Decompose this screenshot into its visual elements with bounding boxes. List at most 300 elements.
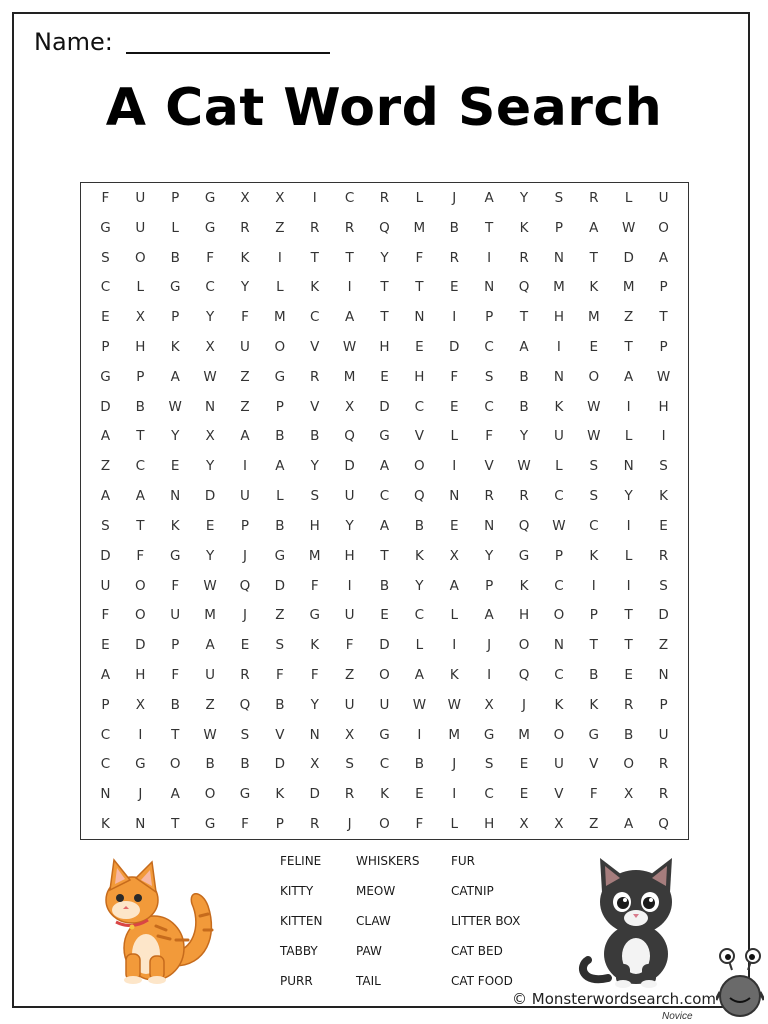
- grid-letter: O: [553, 607, 565, 624]
- word-list-item: FELINE: [280, 854, 322, 868]
- grid-letter: H: [309, 517, 320, 534]
- word-list-item: MEOW: [356, 884, 396, 898]
- grid-letter: R: [519, 249, 529, 266]
- grid-letter: W: [342, 338, 357, 355]
- grid-letter: N: [449, 488, 460, 505]
- grid-letter: O: [169, 756, 181, 773]
- grid-letter: H: [658, 398, 669, 415]
- grid-letter: K: [275, 786, 285, 803]
- grid-letter: U: [553, 756, 564, 773]
- grid-letter: U: [344, 696, 355, 713]
- grid-letter: A: [589, 219, 599, 236]
- grid-letter: A: [170, 368, 180, 385]
- grid-letter: Q: [379, 219, 390, 236]
- grid-letter: Q: [658, 816, 669, 833]
- grid-letter: N: [309, 726, 320, 743]
- grid-letter: D: [309, 786, 320, 803]
- grid-letter: B: [379, 577, 390, 594]
- grid-letter: Z: [240, 398, 250, 415]
- grid-letter: Y: [240, 279, 250, 296]
- grid-letter: O: [414, 458, 425, 475]
- grid-letter: A: [100, 428, 111, 445]
- grid-letter: T: [415, 279, 424, 296]
- grid-letter: Y: [380, 249, 389, 266]
- grid-letter: S: [484, 368, 494, 385]
- grid-letter: W: [587, 398, 601, 415]
- grid-letter: U: [135, 219, 146, 236]
- grid-letter: E: [415, 786, 424, 803]
- grid-letter: G: [100, 219, 111, 236]
- grid-letter: P: [485, 577, 494, 594]
- grid-letter: D: [379, 398, 390, 415]
- grid-letter: S: [101, 517, 110, 534]
- grid-letter: C: [344, 189, 355, 206]
- grid-letter: T: [485, 219, 494, 236]
- grid-letter: X: [519, 816, 529, 833]
- grid-letter: V: [310, 398, 320, 415]
- grid-letter: R: [310, 816, 320, 833]
- grid-letter: L: [415, 637, 424, 654]
- grid-letter: U: [135, 189, 146, 206]
- grid-letter: O: [134, 577, 146, 594]
- grid-letter: T: [171, 726, 180, 743]
- grid-letter: T: [136, 517, 145, 534]
- grid-letter: P: [171, 309, 180, 326]
- grid-letter: A: [519, 338, 529, 355]
- grid-letter: Z: [240, 368, 250, 385]
- grid-letter: B: [240, 756, 250, 773]
- grid-letter: Y: [519, 189, 529, 206]
- grid-letter: K: [589, 279, 599, 296]
- grid-letter: S: [101, 249, 110, 266]
- grid-letter: F: [241, 309, 249, 326]
- grid-letter: B: [170, 249, 180, 266]
- grid-letter: H: [414, 368, 425, 385]
- grid-letter: I: [417, 726, 422, 743]
- grid-letter: Y: [205, 309, 215, 326]
- grid-letter: C: [589, 517, 599, 534]
- grid-letter: A: [135, 488, 145, 505]
- grid-letter: B: [205, 756, 215, 773]
- grid-letter: M: [274, 309, 286, 326]
- grid-letter: W: [656, 368, 671, 385]
- grid-letter: C: [554, 577, 564, 594]
- grid-letter: K: [170, 338, 180, 355]
- grid-letter: O: [379, 666, 390, 683]
- grid-letter: T: [380, 279, 389, 296]
- grid-letter: P: [101, 338, 110, 355]
- grid-letter: K: [449, 666, 459, 683]
- grid-letter: V: [484, 458, 494, 475]
- grid-letter: G: [274, 368, 286, 385]
- grid-letter: U: [240, 338, 250, 355]
- grid-letter: A: [275, 458, 285, 475]
- grid-letter: C: [205, 279, 215, 296]
- grid-letter: E: [170, 458, 180, 475]
- grid-letter: P: [275, 398, 284, 415]
- grid-letter: I: [138, 726, 143, 743]
- grid-letter: C: [484, 398, 494, 415]
- grid-letter: W: [203, 726, 217, 743]
- grid-letter: R: [240, 666, 250, 683]
- grid-letter: M: [448, 726, 461, 743]
- grid-letter: T: [519, 309, 529, 326]
- grid-letter: T: [136, 428, 145, 445]
- grid-letter: B: [135, 398, 145, 415]
- word-list-item: CLAW: [356, 914, 391, 928]
- grid-letter: H: [344, 547, 355, 564]
- grid-letter: O: [518, 637, 530, 654]
- grid-letter: T: [624, 607, 633, 624]
- grid-letter: Z: [658, 637, 669, 654]
- grid-letter: P: [659, 338, 668, 355]
- grid-letter: G: [204, 816, 216, 833]
- grid-letter: F: [310, 666, 319, 683]
- grid-letter: U: [379, 696, 390, 713]
- grid-letter: M: [553, 279, 565, 296]
- grid-letter: W: [447, 696, 461, 713]
- grid-letter: O: [588, 368, 600, 385]
- grid-letter: P: [554, 219, 563, 236]
- grid-letter: B: [519, 398, 529, 415]
- grid-letter: U: [170, 607, 181, 624]
- grid-letter: O: [274, 338, 286, 355]
- credit-text: © Monsterwordsearch.com: [512, 990, 716, 1008]
- grid-letter: D: [100, 398, 111, 415]
- grid-letter: C: [100, 726, 111, 743]
- grid-letter: H: [135, 338, 146, 355]
- grid-letter: X: [205, 338, 215, 355]
- grid-letter: U: [344, 488, 355, 505]
- grid-letter: F: [136, 547, 145, 564]
- grid-letter: W: [203, 368, 217, 385]
- grid-letter: K: [589, 696, 599, 713]
- word-list-item: PAW: [356, 944, 382, 958]
- grid-letter: N: [205, 398, 216, 415]
- grid-letter: G: [379, 428, 390, 445]
- grid-letter: K: [589, 547, 599, 564]
- grid-letter: T: [310, 249, 319, 266]
- grid-letter: K: [554, 696, 564, 713]
- grid-letter: I: [312, 189, 317, 206]
- monster-mascot: [716, 948, 764, 1020]
- grid-letter: A: [170, 786, 180, 803]
- grid-letter: F: [241, 816, 249, 833]
- word-list-item: CAT FOOD: [451, 974, 513, 988]
- grid-letter: R: [658, 756, 669, 773]
- grid-letter: Z: [275, 219, 285, 236]
- grid-letter: C: [100, 756, 111, 773]
- grid-letter: F: [450, 368, 459, 385]
- grid-letter: L: [450, 816, 459, 833]
- grid-letter: R: [379, 189, 390, 206]
- grid-letter: P: [659, 279, 668, 296]
- grid-letter: L: [450, 428, 459, 445]
- orange-cat-illustration: [96, 856, 224, 986]
- grid-letter: K: [101, 816, 110, 833]
- grid-letter: R: [658, 547, 669, 564]
- grid-letter: N: [484, 279, 495, 296]
- grid-letter: I: [661, 428, 666, 445]
- grid-letter: V: [310, 338, 320, 355]
- grid-letter: E: [380, 368, 389, 385]
- grid-letter: S: [345, 756, 354, 773]
- grid-letter: A: [100, 666, 111, 683]
- grid-letter: W: [552, 517, 566, 534]
- grid-letter: B: [414, 756, 424, 773]
- grid-letter: R: [449, 249, 459, 266]
- grid-letter: I: [487, 249, 492, 266]
- grid-letter: C: [414, 607, 425, 624]
- grid-letter: D: [379, 637, 390, 654]
- grid-letter: V: [414, 428, 424, 445]
- grid-letter: E: [519, 756, 529, 773]
- grid-letter: A: [240, 428, 250, 445]
- grid-letter: Z: [624, 309, 634, 326]
- grid-letter: Y: [624, 488, 633, 505]
- grid-letter: L: [555, 458, 563, 475]
- grid-letter: P: [554, 547, 563, 564]
- grid-letter: T: [589, 637, 598, 654]
- grid-letter: J: [452, 189, 457, 206]
- grid-letter: M: [622, 279, 635, 296]
- grid-letter: W: [621, 219, 636, 236]
- grid-letter: H: [518, 607, 530, 624]
- grid-letter: L: [171, 219, 179, 236]
- grid-letter: B: [275, 428, 285, 445]
- grid-letter: A: [379, 517, 390, 534]
- grid-letter: G: [309, 607, 320, 624]
- grid-letter: N: [658, 666, 669, 683]
- grid-letter: F: [171, 577, 180, 594]
- grid-letter: K: [310, 279, 320, 296]
- grid-letter: N: [100, 786, 111, 803]
- grid-letter: A: [449, 577, 459, 594]
- grid-letter: I: [591, 577, 596, 594]
- grid-letter: X: [344, 398, 355, 415]
- grid-letter: S: [275, 637, 285, 654]
- grid-letter: W: [412, 696, 427, 713]
- grid-letter: B: [275, 696, 285, 713]
- grid-letter: E: [659, 517, 668, 534]
- grid-letter: P: [240, 517, 250, 534]
- grid-letter: O: [204, 786, 216, 803]
- grid-letter: B: [624, 726, 634, 743]
- grid-letter: Q: [518, 279, 530, 296]
- grid-letter: T: [380, 547, 389, 564]
- grid-letter: C: [554, 488, 564, 505]
- grid-letter: E: [415, 338, 424, 355]
- grid-letter: A: [205, 637, 215, 654]
- name-label: Name:: [34, 28, 113, 56]
- grid-letter: E: [519, 786, 529, 803]
- grid-letter: S: [554, 189, 564, 206]
- grid-letter: A: [624, 368, 634, 385]
- grid-letter: H: [135, 666, 146, 683]
- word-list-item: PURR: [280, 974, 313, 988]
- grid-letter: A: [624, 816, 634, 833]
- grid-letter: B: [170, 696, 180, 713]
- grid-letter: Y: [485, 547, 494, 564]
- grid-letter: Y: [310, 696, 319, 713]
- grid-letter: S: [589, 488, 599, 505]
- grid-letter: O: [134, 249, 146, 266]
- grid-letter: D: [135, 637, 146, 654]
- grid-letter: M: [204, 607, 216, 624]
- grid-letter: F: [589, 786, 598, 803]
- grid-letter: J: [138, 786, 143, 803]
- grid-letter: U: [658, 189, 669, 206]
- grid-letter: F: [310, 577, 319, 594]
- grid-letter: K: [519, 219, 529, 236]
- grid-letter: E: [589, 338, 599, 355]
- grid-letter: Q: [518, 517, 530, 534]
- grid-letter: R: [589, 189, 599, 206]
- grid-letter: I: [452, 786, 457, 803]
- grid-letter: C: [379, 756, 390, 773]
- grid-letter: I: [626, 398, 631, 415]
- grid-letter: X: [484, 696, 494, 713]
- grid-letter: Q: [414, 488, 425, 505]
- grid-letter: O: [623, 756, 634, 773]
- grid-letter: S: [310, 488, 320, 505]
- grid-letter: G: [518, 547, 530, 564]
- grid-letter: I: [626, 517, 631, 534]
- grid-letter: H: [484, 816, 495, 833]
- grid-letter: W: [168, 398, 182, 415]
- grid-letter: C: [484, 338, 494, 355]
- grid-letter: B: [449, 219, 459, 236]
- grid-letter: S: [589, 458, 599, 475]
- grid-letter: X: [275, 189, 285, 206]
- grid-letter: P: [171, 189, 180, 206]
- grid-letter: F: [345, 637, 354, 654]
- grid-letter: O: [379, 816, 390, 833]
- grid-letter: X: [449, 547, 459, 564]
- grid-letter: Z: [205, 696, 215, 713]
- grid-letter: J: [522, 696, 527, 713]
- grid-letter: D: [449, 338, 460, 355]
- grid-letter: R: [344, 786, 355, 803]
- grid-letter: E: [101, 309, 110, 326]
- grid-letter: P: [136, 368, 145, 385]
- grid-letter: V: [554, 786, 564, 803]
- grid-letter: T: [624, 637, 633, 654]
- grid-letter: I: [452, 309, 457, 326]
- grid-letter: J: [242, 607, 247, 624]
- grid-letter: I: [556, 338, 561, 355]
- word-list-item: CATNIP: [451, 884, 494, 898]
- grid-letter: K: [310, 637, 320, 654]
- grid-letter: R: [344, 219, 355, 236]
- grid-letter: P: [659, 696, 668, 713]
- grid-letter: C: [484, 786, 494, 803]
- grid-letter: U: [344, 607, 355, 624]
- grid-letter: F: [415, 249, 424, 266]
- grid-letter: D: [100, 547, 111, 564]
- grid-letter: W: [587, 428, 601, 445]
- grid-letter: S: [659, 458, 668, 475]
- grid-letter: X: [135, 696, 145, 713]
- grid-letter: N: [135, 816, 146, 833]
- grid-letter: C: [100, 279, 111, 296]
- grid-letter: G: [588, 726, 600, 743]
- grid-letter: E: [240, 637, 250, 654]
- word-list-item: KITTEN: [280, 914, 323, 928]
- grid-letter: E: [449, 517, 459, 534]
- grid-letter: Z: [275, 607, 285, 624]
- grid-letter: M: [308, 547, 321, 564]
- grid-letter: P: [589, 607, 598, 624]
- grid-letter: K: [519, 577, 529, 594]
- grid-letter: Z: [100, 458, 111, 475]
- grid-letter: U: [553, 428, 564, 445]
- grid-letter: M: [587, 309, 600, 326]
- grid-letter: N: [170, 488, 181, 505]
- grid-letter: A: [414, 666, 424, 683]
- grid-letter: C: [379, 488, 390, 505]
- grid-letter: Z: [589, 816, 599, 833]
- grid-letter: N: [484, 517, 495, 534]
- grid-letter: Y: [205, 547, 215, 564]
- grid-letter: E: [380, 607, 389, 624]
- word-list-item: FUR: [451, 854, 476, 868]
- grid-letter: A: [100, 488, 111, 505]
- grid-letter: Q: [239, 696, 251, 713]
- grid-letter: W: [203, 577, 217, 594]
- grid-letter: K: [170, 517, 180, 534]
- grid-letter: X: [240, 189, 250, 206]
- grid-letter: N: [553, 368, 564, 385]
- grid-letter: F: [101, 607, 110, 624]
- grid-letter: J: [242, 547, 247, 564]
- grid-letter: G: [379, 726, 390, 743]
- grid-letter: F: [415, 816, 424, 833]
- grid-letter: G: [204, 189, 216, 206]
- grid-letter: G: [169, 547, 181, 564]
- grid-letter: C: [135, 458, 146, 475]
- grid-letter: I: [347, 279, 352, 296]
- grid-letter: E: [205, 517, 215, 534]
- grid-letter: C: [414, 398, 425, 415]
- grid-letter: C: [310, 309, 320, 326]
- grid-letter: Y: [310, 458, 319, 475]
- grid-letter: G: [169, 279, 181, 296]
- grid-letter: O: [658, 219, 669, 236]
- grid-letter: N: [553, 249, 564, 266]
- grid-letter: L: [450, 607, 459, 624]
- grid-letter: K: [414, 547, 424, 564]
- grid-letter: P: [275, 816, 284, 833]
- grid-letter: T: [380, 309, 389, 326]
- grid-letter: A: [658, 249, 669, 266]
- grid-letter: D: [204, 488, 216, 505]
- grid-letter: L: [276, 488, 284, 505]
- grid-letter: U: [100, 577, 111, 594]
- page-title: A Cat Word Search: [105, 78, 663, 138]
- grid-letter: T: [171, 816, 180, 833]
- grid-letter: L: [624, 428, 633, 445]
- grid-letter: R: [519, 488, 529, 505]
- grid-letter: I: [452, 458, 457, 475]
- grid-letter: F: [206, 249, 214, 266]
- grid-letter: X: [554, 816, 564, 833]
- grid-letter: G: [135, 756, 146, 773]
- grid-letter: N: [623, 458, 634, 475]
- grid-letter: F: [485, 428, 494, 445]
- grid-letter: K: [240, 249, 250, 266]
- grid-letter: S: [240, 726, 250, 743]
